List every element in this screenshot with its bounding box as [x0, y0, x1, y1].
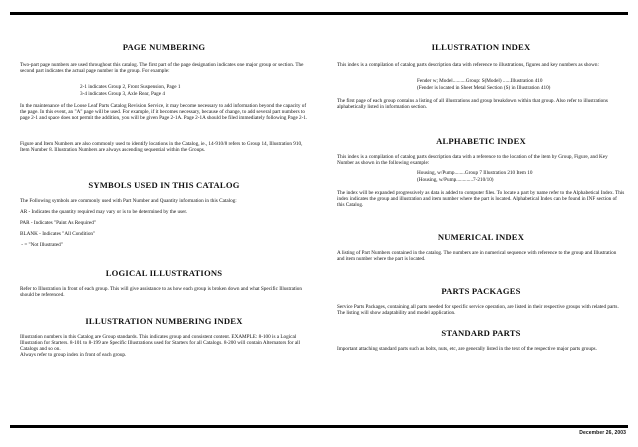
alphabetic-index-example-2: (Housing, w/Pump.............7-210/10): [417, 177, 494, 183]
parts-packages-heading: PARTS PACKAGES: [441, 286, 521, 296]
page-numbering-example-2: 3-4 indicates Group 3, Axle Rear, Page 4: [80, 91, 165, 97]
alphabetic-index-example-1: Housing, w/Pump........Group 7 Illustration 210 Item 10: [417, 170, 533, 176]
symbol-par: PAR - Indicates "Paint As Required": [20, 220, 96, 226]
page-numbering-para-2: In the maintenance of the Loose Leaf Parts Catalog Revision Service, it may become necessary to add information beyond the capacity of the page. In this event, an "A" page will be used. For example, if it becomes necessary, because of change, to add several part numbers to page 2-1 and space does not permit the addition, you will be given Page 2-1A. Page 2-1A should be filed immediately following Page 2-1.: [20, 103, 308, 122]
illustration-index-para-1: This index is a compilation of catalog parts description data with reference to illustrations, figures and key numbers as shown:: [337, 62, 599, 68]
page-numbering-para-3: Figure and Item Numbers are also commonly used to identify locations in the Catalog, ie., 14-910/8 refers to Group 14, Illustration 910, Item Number 8. Illustration Numbers are always ascending sequential within the Groups.: [20, 141, 303, 154]
top-rule: [10, 12, 628, 15]
page-numbering-heading: PAGE NUMBERING: [122, 42, 206, 52]
standard-parts-para: Important attaching standard parts such as bolts, nuts, etc, are generally listed in the text of the respective major parts groups.: [337, 346, 597, 352]
logical-illustrations-para: Refer to Illustration in front of each group. This will give assistance to as how each group is broken down and what Specific Illustration should be referenced.: [20, 286, 302, 299]
bottom-rule: [10, 425, 628, 428]
alphabetic-index-heading: ALPHABETIC INDEX: [436, 136, 526, 146]
footer-date: December 26, 2003: [579, 430, 626, 436]
numerical-index-heading: NUMERICAL INDEX: [437, 232, 525, 242]
symbols-heading: SYMBOLS USED IN THIS CATALOG: [88, 180, 240, 190]
symbol-blank: BLANK - Indicates "All Condition": [20, 231, 96, 237]
illustration-numbering-para-1: Illustration numbers in this Catalog are Group standards. This indicates group and consistent content. EXAMPLE: 8-100 is a Logical Illustration for Starters. 8-101 to 8-199 are Specific Illustrations used for Starters for all Catalogs. 8-200 will contain Alternators for all Catalogs and so on.: [20, 334, 301, 353]
illustration-numbering-heading: ILLUSTRATION NUMBERING INDEX: [85, 316, 243, 326]
alphabetic-index-para-1: This index is a compilation of catalog parts description data with a reference to the location of the item by Group, Figure, and Key Number as shown in the following example:: [337, 154, 608, 167]
symbol-not-illustrated: - = "Not Illustrated": [20, 242, 63, 248]
illustration-index-para-2: The first page of each group contains a listing of all illustrations and group breakdown within that group. Also refer to illustrations alphabetically listed in information section.: [337, 98, 608, 111]
illustration-index-heading: ILLUSTRATION INDEX: [431, 42, 531, 52]
numerical-index-para: A listing of Part Numbers contained in the catalog. The numbers are in numerical sequence with reference to the group and Illustration and item number where the part is located.: [337, 250, 617, 263]
illustration-index-example-2: (Fender is located in Sheet Metal Section (S) in Illustration 410): [417, 85, 551, 91]
symbols-para-1: The Following symbols are commonly used with Part Number and Quantity information in this Catalog:: [20, 198, 237, 204]
page-numbering-example-1: 2-1 indicates Group 2, Front Suspension, Page 1: [80, 84, 181, 90]
illustration-numbering-para-2: Always refer to group index in front of each group.: [20, 352, 127, 358]
standard-parts-heading: STANDARD PARTS: [441, 328, 521, 338]
symbol-ar: AR - Indicates the quantity required may vary or is to be determined by the user.: [20, 209, 188, 215]
illustration-index-example-1: Fender w; Model..........Group: S(Model) ......Illustration 410: [417, 78, 543, 84]
parts-packages-para: Service Parts Packages, containing all parts needed for specific service operation, are listed in their respective groups with related parts. The listing will show adaptability and model application.: [337, 304, 619, 317]
alphabetic-index-para-2: The index will be expanded progressively as data is added to computer files. To locate a part by name refer to the Alphabetical Index. This index indicates the group and illustration and item number where the part is located. Alphabetical Index can be found in INF section of this Catalog.: [337, 190, 625, 209]
page-numbering-para-1: Two-part page numbers are used throughout this catalog. The first part of the page designation indicates one major group or section. The second part indicates the actual page number in the group. For example:: [20, 62, 304, 75]
logical-illustrations-heading: LOGICAL ILLUSTRATIONS: [105, 268, 223, 278]
